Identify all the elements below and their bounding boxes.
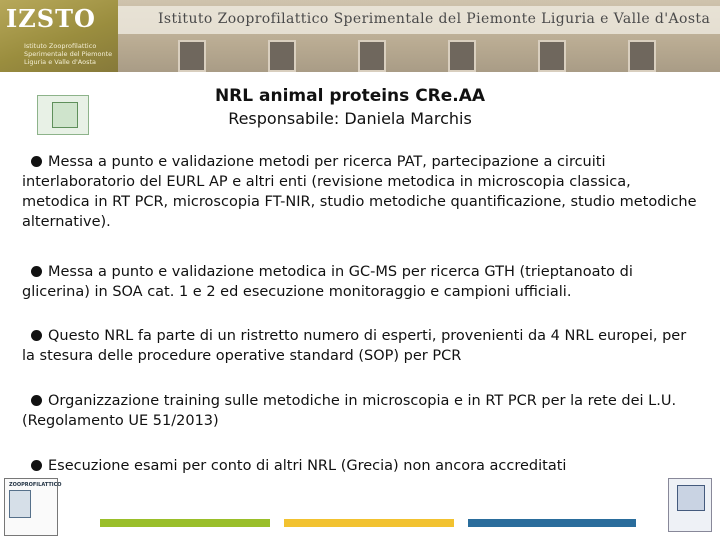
footer-left-logo-text: ZOOPROFILATTICO: [9, 482, 62, 488]
list-item: Questo NRL fa parte di un ristretto numero di esperti, provenienti da 4 NRL europei, per la stesura delle procedure operative standard (SOP) per PCR: [22, 328, 687, 364]
bullet-icon: [31, 266, 42, 277]
lab-logo-mark: [52, 102, 78, 128]
footer-left-logo: [4, 478, 62, 536]
lab-logo: [37, 95, 89, 135]
list-item: Messa a punto e validazione metodi per ricerca PAT, partecipazione a circuiti interlaboratorio del EURL AP e altri enti (revisione metodica in microscopia classica, metodica in RT PCR, microscopia FT-NIR, studio metodiche quantificazione, studio metodiche alternative).: [22, 154, 697, 230]
izsto-logo-panel: [0, 0, 118, 72]
building-window: [178, 40, 206, 72]
building-window: [628, 40, 656, 72]
building-window: [268, 40, 296, 72]
footer-left-logo-mark: [9, 490, 31, 518]
footer-bar-yellow: [284, 519, 454, 527]
bullet-icon: [31, 395, 42, 406]
bullet-icon: [31, 156, 42, 167]
building-window: [448, 40, 476, 72]
building-window: [358, 40, 386, 72]
slide-heading: NRL animal proteins CRe.AA: [214, 86, 486, 106]
list-item: Esecuzione esami per conto di altri NRL (Grecia) non ancora accreditati: [22, 456, 566, 476]
slide-title: [140, 86, 560, 128]
izsto-logo: IZSTO: [6, 4, 96, 33]
building-window: [538, 40, 566, 72]
header-banner: [0, 0, 720, 72]
bullet-icon: [31, 330, 42, 341]
building-banner: [118, 0, 720, 72]
footer-right-logo-mark: [677, 485, 705, 511]
list-item: Messa a punto e validazione metodica in GC-MS per ricerca GTH (trieptanoato di glicerina) in SOA cat. 1 e 2 ed esecuzione monitoraggio e campioni ufficiali.: [22, 264, 633, 300]
footer-bar-blue: [468, 519, 636, 527]
bullet-icon: [31, 460, 42, 471]
izsto-logo-subtitle: Istituto Zooprofilattico Sperimentale del Piemonte Liguria e Valle d'Aosta: [24, 42, 113, 66]
banner-title: Istituto Zooprofilattico Sperimentale del Piemonte Liguria e Valle d'Aosta: [158, 11, 711, 27]
list-item: Organizzazione training sulle metodiche in microscopia e in RT PCR per la rete dei L.U. (Regolamento UE 51/2013): [22, 393, 677, 429]
responsible-line: Responsabile: Daniela Marchis: [228, 109, 472, 128]
footer-right-logo: [668, 478, 712, 532]
footer-bar-green: [100, 519, 270, 527]
